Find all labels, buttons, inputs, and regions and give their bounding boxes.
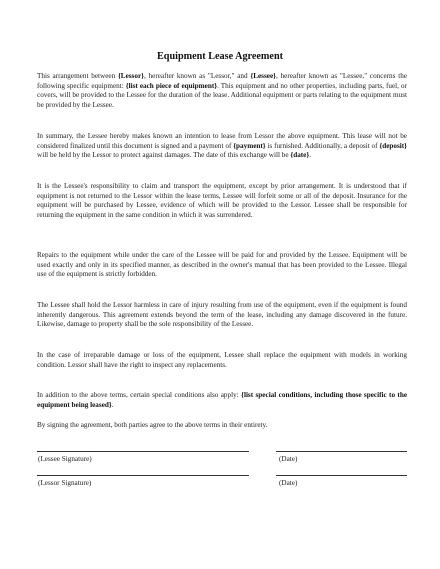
paragraph-liability: The Lessee shall hold the Lessor harmless in care of injury resulting from use of the equipment, even if the equipment is found inherently dangerous. This agreement extends beyond the term of the lease, including any damage discovered in the future. Likewise, damage to property shall be the sole responsibility of the Lessee. (37, 301, 407, 329)
lessee-date-label: (Date) (279, 455, 298, 463)
document-title: Equipment Lease Agreement (156, 51, 283, 62)
lessor-placeholder: {Lessor} (117, 72, 144, 80)
p2-text-1: In summary, the Lessee hereby makes known an intention to lease from Lessor the above equipment. This lease will not be considered finalized until this document is signed and a payment of (37, 132, 407, 150)
equipment-placeholder: {list each piece of equipment} (125, 81, 218, 90)
payment-placeholder: {payment} (233, 141, 266, 150)
p2-text-4: . (309, 151, 311, 160)
p2-text-3: will be held by the Lessor to protect against damages. The date of this exchange will be (37, 151, 291, 160)
p2-text-2: is furnished. Additionally, a deposit of (265, 141, 380, 150)
paragraph-agreement: By signing the agreement, both parties agree to the above terms in their entirety. (37, 421, 268, 429)
paragraph-responsibility: It is the Lessee's responsibility to claim and transport the equipment, except by prior arrangement. It is understood that if equipment is not returned to the Lessor within the lease terms, Lessee will forfeit some or all of the deposit. Insurance for the equipment will be purchased by Lessee, evidence of which will be provided to the Lessor. Lessee shall be responsible for returning the equipment in the same condition in which it was surrendered. (37, 182, 407, 219)
lessor-signature-line (37, 475, 249, 476)
paragraph-repairs: Repairs to the equipment while under the care of the Lessee will be paid for and provided by the Lessee. Equipment will be used exactly and only in its specified manner, as described in the owner's manual that has been provided to the Lessee. Illegal use of the equipment is strictly forbidden. (37, 251, 407, 279)
special-conditions-placeholder: {list special conditions, including those specific to the equipment being leased} (37, 391, 408, 409)
lessor-date-label: (Date) (279, 479, 298, 487)
p1-text-2: , hereafter known as "Lessor," and (143, 72, 251, 80)
p7-text-2: . (111, 400, 114, 409)
lessor-date-line (276, 475, 407, 476)
deposit-placeholder: {deposit} (379, 141, 408, 150)
lessee-signature-line (37, 451, 249, 452)
date-placeholder: {date} (290, 151, 310, 160)
paragraph-summary (37, 132, 407, 161)
p7-text-1: In addition to the above terms, certain special conditions also apply: (37, 391, 242, 399)
lessee-placeholder: {Lessee} (250, 72, 276, 80)
paragraph-special-conditions (37, 391, 407, 410)
lessor-signature-label: (Lessor Signature) (38, 479, 92, 487)
lessee-date-line (276, 451, 407, 452)
p1-text-4: . This equipment and no other properties, including parts, fuel, or covers, will be provided to the Lessee for the duration of the lease. Additional equipment or parts relating to the equipment must be provided by the Lessee. (37, 81, 408, 109)
paragraph-replacement: In the case of irreparable damage or loss of the equipment, Lessee shall replace the equipment with models in working condition. Lessor shall have the right to inspect any replacements. (37, 351, 407, 369)
lessee-signature-label: (Lessee Signature) (38, 455, 92, 463)
paragraph-parties (37, 72, 407, 110)
p1-text-3: , hereafter known as "Lessee," concerns the following specific equipment: (37, 72, 407, 90)
p1-text-1: This arrangement between (37, 72, 118, 80)
